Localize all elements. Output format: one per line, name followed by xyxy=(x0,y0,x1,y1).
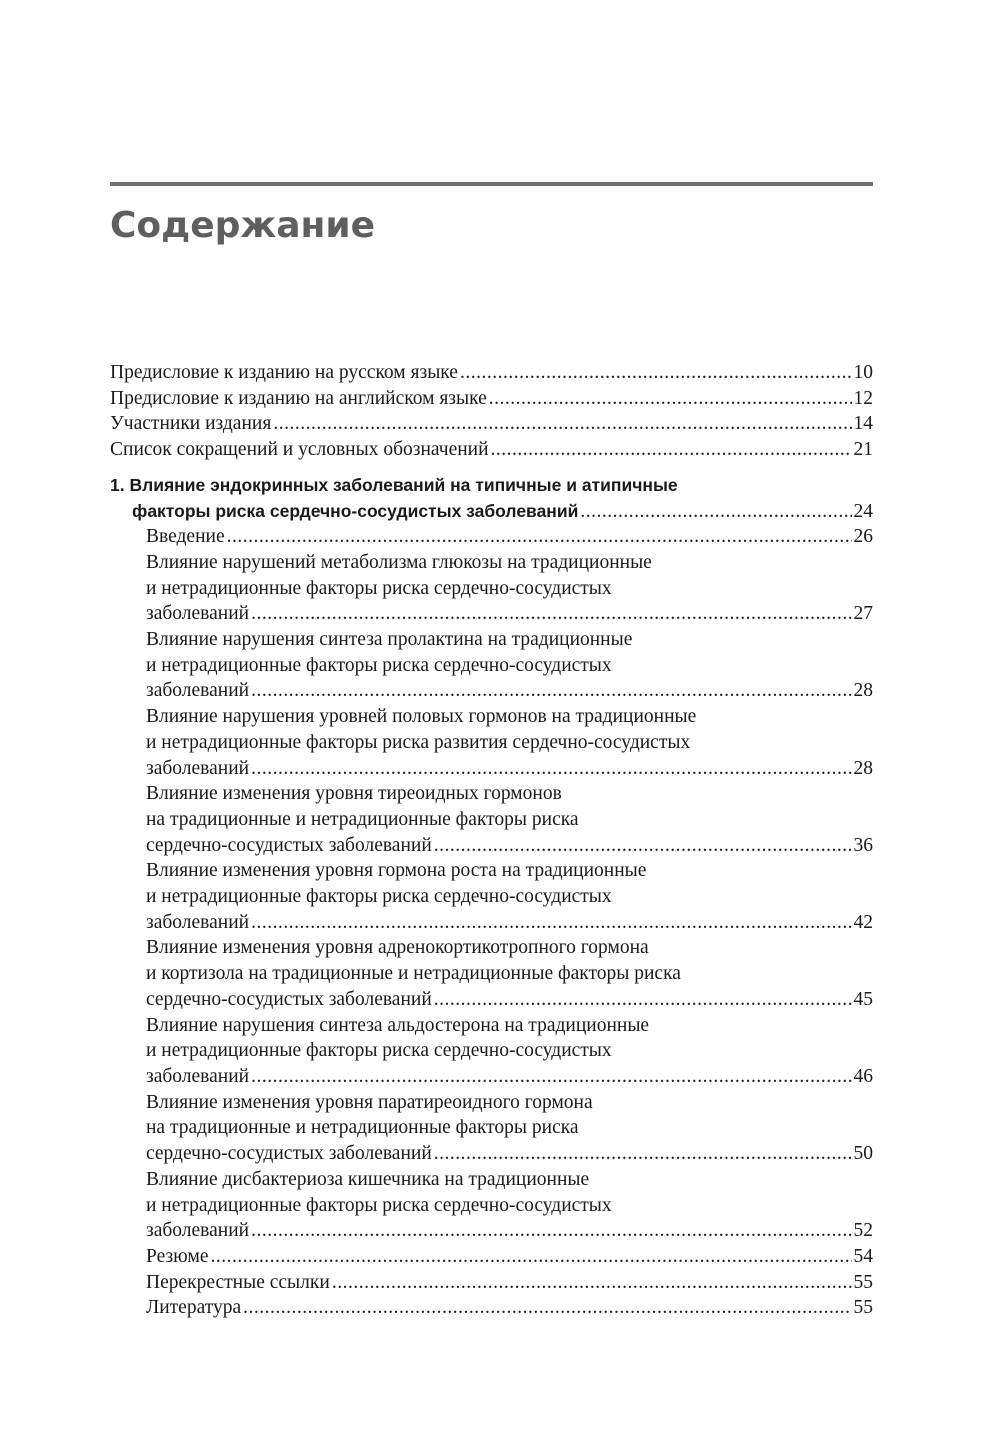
toc-page-number: 46 xyxy=(853,1065,873,1087)
toc-dot-leader xyxy=(489,386,852,412)
toc-section-literature[interactable] xyxy=(110,1295,873,1321)
toc-entry-text: сердечно-сосудистых заболеваний xyxy=(146,988,432,1010)
toc-dot-leader xyxy=(434,833,852,859)
toc-entry-text: заболеваний xyxy=(146,1065,250,1087)
toc-dot-leader xyxy=(251,601,851,627)
toc-page-number: 55 xyxy=(853,1271,873,1293)
toc-entry-text: на традиционные и нетрадиционные факторы риска xyxy=(146,808,579,830)
toc-page-number: 27 xyxy=(853,603,873,625)
toc-entry-text: и кортизола на традиционные и нетрадиционные факторы риска xyxy=(146,963,681,985)
toc-entry-preface-russian[interactable] xyxy=(110,360,873,386)
toc-section-prolactin[interactable] xyxy=(110,627,873,704)
toc-section-growth-hormone[interactable] xyxy=(110,858,873,935)
toc-entry-text: Влияние изменения уровня паратиреоидного гормона xyxy=(146,1091,593,1113)
toc-entry-text: Предисловие к изданию на русском языке xyxy=(110,362,458,383)
toc-dot-leader xyxy=(251,1064,851,1090)
toc-section-parathyroid[interactable] xyxy=(110,1090,873,1167)
toc-section-glucose[interactable] xyxy=(110,550,873,627)
toc-entry-text: и нетрадиционные факторы риска сердечно-сосудистых xyxy=(146,1040,612,1062)
toc-entry-text: Предисловие к изданию на английском языке xyxy=(110,387,487,409)
toc-page-number: 14 xyxy=(853,413,873,435)
toc-dot-leader xyxy=(227,524,852,550)
toc-page-number: 55 xyxy=(853,1297,873,1319)
toc-dot-leader xyxy=(273,411,851,437)
toc-entry-text: Влияние дисбактериоза кишечника на традиционные xyxy=(146,1168,590,1190)
toc-entry-text: Влияние нарушения уровней половых гормонов на традиционные xyxy=(146,706,697,728)
toc-section-cross-references[interactable] xyxy=(110,1270,873,1296)
toc-entry-text: и нетрадиционные факторы риска сердечно-сосудистых xyxy=(146,886,612,908)
toc-entry-text: Влияние изменения уровня гормона роста на традиционные xyxy=(146,860,647,882)
toc-page-number: 54 xyxy=(853,1245,873,1267)
toc-page-number: 36 xyxy=(853,834,873,856)
toc-section-dysbiosis[interactable] xyxy=(110,1167,873,1244)
toc-page-number: 28 xyxy=(853,757,873,779)
toc-entry-text: Влияние изменения уровня тиреоидных гормонов xyxy=(146,783,562,805)
toc-dot-leader xyxy=(211,1244,852,1270)
toc-entry-abbreviations[interactable] xyxy=(110,437,873,463)
toc-entry-text: и нетрадиционные факторы риска сердечно-сосудистых xyxy=(146,577,612,599)
toc-entry-text: Список сокращений и условных обозначений xyxy=(110,439,489,461)
toc-entry-text: заболеваний xyxy=(146,603,250,625)
toc-section-acth-cortisol[interactable] xyxy=(110,935,873,1012)
toc-chapter-1[interactable] xyxy=(110,473,873,524)
toc-entry-text: Влияние изменения уровня адренокортикотропного гормона xyxy=(146,937,649,959)
toc-entry-text: Резюме xyxy=(146,1245,209,1267)
toc-section-sex-hormones[interactable] xyxy=(110,704,873,781)
toc-chapter-title-line: факторы риска сердечно-сосудистых заболеваний xyxy=(132,500,579,521)
toc-entry-text: сердечно-сосудистых заболеваний xyxy=(146,1143,432,1165)
toc-dot-leader xyxy=(434,987,852,1013)
toc-entry-text: и нетрадиционные факторы риска развития сердечно-сосудистых xyxy=(146,731,691,753)
toc-page-number: 45 xyxy=(853,988,873,1010)
toc-entry-text: Введение xyxy=(146,526,225,548)
toc-page-number: 52 xyxy=(853,1220,873,1242)
toc-entry-text: Литература xyxy=(146,1297,242,1319)
toc-entry-text: и нетрадиционные факторы риска сердечно-сосудистых xyxy=(146,654,612,676)
toc-section-summary[interactable] xyxy=(110,1244,873,1270)
toc-page-number: 21 xyxy=(853,439,873,461)
toc-page-number: 42 xyxy=(853,911,873,933)
toc-entry-text: Участники издания xyxy=(110,413,272,435)
toc-section-thyroid[interactable] xyxy=(110,781,873,858)
toc-dot-leader xyxy=(243,1295,851,1321)
toc-page-number: 26 xyxy=(853,526,873,548)
header-rule xyxy=(110,182,873,186)
toc-entry-text: заболеваний xyxy=(146,680,250,702)
toc-entry-text: на традиционные и нетрадиционные факторы риска xyxy=(146,1117,579,1139)
toc-entry-text: Влияние нарушения синтеза альдостерона на традиционные xyxy=(146,1014,650,1036)
toc-entry-contributors[interactable] xyxy=(110,411,873,437)
toc-page-number: 50 xyxy=(853,1143,873,1165)
toc-chapter-title-line: 1. Влияние эндокринных заболеваний на типичные и атипичные xyxy=(110,474,678,495)
toc-dot-leader xyxy=(332,1270,852,1296)
toc-entry-preface-english[interactable] xyxy=(110,386,873,412)
toc-section-aldosterone[interactable] xyxy=(110,1013,873,1090)
toc-entry-text: сердечно-сосудистых заболеваний xyxy=(146,834,432,856)
toc-entry-text: Влияние нарушений метаболизма глюкозы на традиционные xyxy=(146,551,652,573)
toc-dot-leader xyxy=(580,499,851,525)
toc-entry-text: Влияние нарушения синтеза пролактина на традиционные xyxy=(146,629,633,651)
toc-entry-text: и нетрадиционные факторы риска сердечно-сосудистых xyxy=(146,1194,612,1216)
table-of-contents xyxy=(110,360,873,1321)
toc-page-number: 24 xyxy=(853,500,873,522)
toc-dot-leader xyxy=(251,910,851,936)
toc-page-number: 12 xyxy=(853,387,873,409)
toc-entry-text: заболеваний xyxy=(146,1220,250,1242)
toc-entry-text: заболеваний xyxy=(146,911,250,933)
toc-dot-leader xyxy=(251,678,851,704)
toc-dot-leader xyxy=(251,1218,851,1244)
toc-section-introduction[interactable] xyxy=(110,524,873,550)
toc-dot-leader xyxy=(251,756,851,782)
toc-dot-leader xyxy=(491,437,852,463)
toc-page-number: 28 xyxy=(853,680,873,702)
page-title: Содержание xyxy=(110,205,376,246)
toc-page-number: 10 xyxy=(853,362,873,383)
toc-dot-leader xyxy=(434,1141,852,1167)
toc-dot-leader xyxy=(460,360,852,386)
toc-entry-text: заболеваний xyxy=(146,757,250,779)
toc-entry-text: Перекрестные ссылки xyxy=(146,1271,330,1293)
